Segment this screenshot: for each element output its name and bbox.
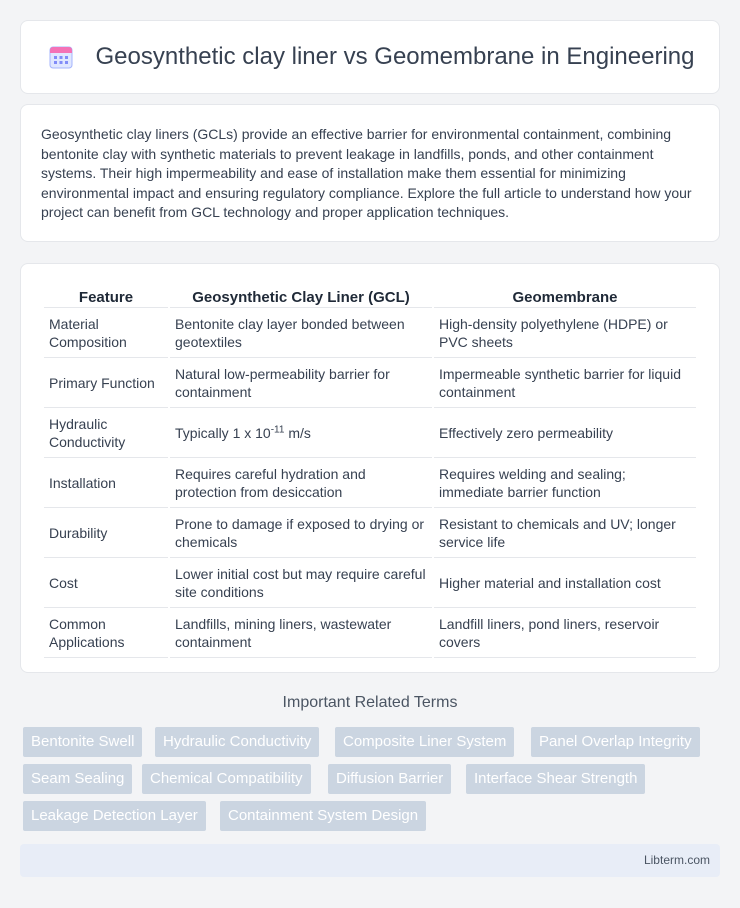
- calendar-icon: [46, 42, 76, 72]
- header-card: [20, 20, 720, 94]
- comparison-table-card: [20, 263, 720, 673]
- hydraulic-exponent: -11: [270, 424, 285, 436]
- tag-seam-sealing[interactable]: Seam Sealing: [23, 764, 132, 794]
- table-row: [44, 610, 696, 658]
- hydraulic-value: Typically 1 x 10: [175, 424, 271, 441]
- gcl-cell: Bentonite clay layer bonded between geotextiles: [170, 310, 432, 358]
- table-header-row: [44, 286, 696, 308]
- gcl-cell: Requires careful hydration and protection from desiccation: [170, 460, 432, 508]
- geomembrane-cell: Impermeable synthetic barrier for liquid containment: [434, 360, 696, 408]
- tag-interface-shear-strength[interactable]: Interface Shear Strength: [466, 764, 645, 794]
- gcl-cell: Prone to damage if exposed to drying or chemicals: [170, 510, 432, 558]
- gcl-cell: [170, 410, 432, 458]
- geomembrane-cell: Requires welding and sealing; immediate barrier function: [434, 460, 696, 508]
- table-row: [44, 460, 696, 508]
- table-row: [44, 360, 696, 408]
- feature-cell: Material Composition: [44, 310, 168, 358]
- comparison-table: [42, 284, 698, 660]
- feature-cell: Hydraulic Conductivity: [44, 410, 168, 458]
- feature-cell: Primary Function: [44, 360, 168, 408]
- header-geomembrane: Geomembrane: [434, 286, 696, 308]
- tag-diffusion-barrier[interactable]: Diffusion Barrier: [328, 764, 451, 794]
- geomembrane-cell: Resistant to chemicals and UV; longer service life: [434, 510, 696, 558]
- gcl-cell: Natural low-permeability barrier for containment: [170, 360, 432, 408]
- feature-cell: Cost: [44, 560, 168, 608]
- header-gcl: Geosynthetic Clay Liner (GCL): [170, 286, 432, 308]
- table-row: [44, 560, 696, 608]
- gcl-cell: Lower initial cost but may require careful site conditions: [170, 560, 432, 608]
- tag-panel-overlap-integrity[interactable]: Panel Overlap Integrity: [531, 727, 700, 757]
- header-feature: Feature: [44, 286, 168, 308]
- geomembrane-cell: High-density polyethylene (HDPE) or PVC sheets: [434, 310, 696, 358]
- tag-hydraulic-conductivity[interactable]: Hydraulic Conductivity: [155, 727, 319, 757]
- hydraulic-unit: m/s: [284, 424, 311, 441]
- tag-composite-liner-system[interactable]: Composite Liner System: [335, 727, 514, 757]
- table-row: [44, 510, 696, 558]
- table-row: [44, 410, 696, 458]
- tag-containment-system-design[interactable]: Containment System Design: [220, 801, 426, 831]
- intro-card: [20, 104, 720, 242]
- feature-cell: Installation: [44, 460, 168, 508]
- gcl-cell: Landfills, mining liners, wastewater containment: [170, 610, 432, 658]
- tag-leakage-detection-layer[interactable]: Leakage Detection Layer: [23, 801, 206, 831]
- page-title: Geosynthetic clay liner vs Geomembrane in Engineering: [95, 43, 695, 70]
- footer-site-link[interactable]: Libterm.com: [643, 853, 710, 867]
- geomembrane-cell: Landfill liners, pond liners, reservoir covers: [434, 610, 696, 658]
- table-row: [44, 310, 696, 358]
- tag-bentonite-swell[interactable]: Bentonite Swell: [23, 727, 142, 757]
- tag-chemical-compatibility[interactable]: Chemical Compatibility: [142, 764, 311, 794]
- feature-cell: Common Applications: [44, 610, 168, 658]
- geomembrane-cell: Higher material and installation cost: [434, 560, 696, 608]
- related-terms-title: Important Related Terms: [282, 694, 458, 711]
- footer: [20, 844, 720, 877]
- geomembrane-cell: Effectively zero permeability: [434, 410, 696, 458]
- intro-text: Geosynthetic clay liners (GCLs) provide an effective barrier for environmental containment, combining bentonite clay with synthetic materials to prevent leakage in landfills, ponds, and other containment systems. Their high impermeability and ease of installation make them essential for minimizing environmental impact and ensuring regulatory compliance. Explore the full article to understand how your project can benefit from GCL technology and proper application techniques.: [41, 126, 692, 221]
- feature-cell: Durability: [44, 510, 168, 558]
